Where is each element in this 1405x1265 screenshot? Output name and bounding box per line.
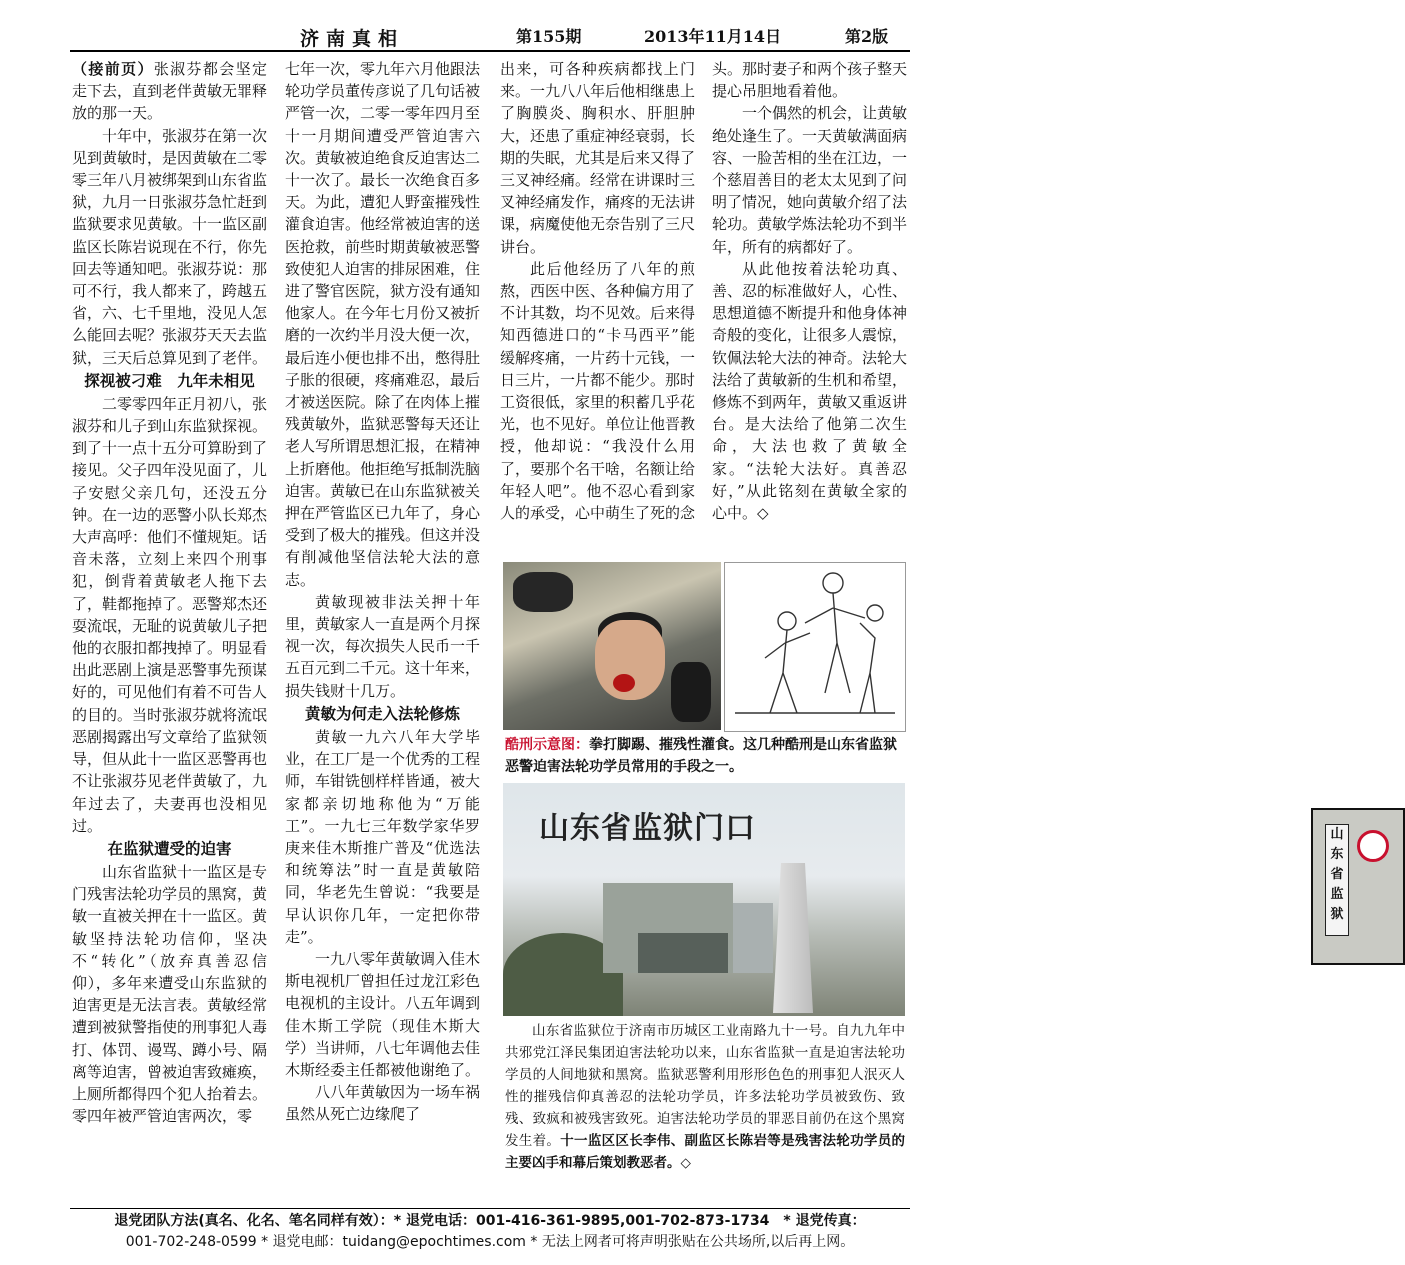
page-number: 第2版 — [845, 27, 889, 46]
section-heading: 在监狱遭受的迫害 — [107, 839, 232, 858]
paragraph: 从此他按着法轮功真、善、忍的标准做好人，心性、思想道德不断提升和他身体神奇般的变化，让很多人震惊，钦佩法轮大法的神奇。法轮大法给了黄敏新的生机和希望，修炼不到两年，黄敏又重返讲台。是大法给了他第二次生命，大法也救了黄敏全家。“法轮大法好。真善忍好，”从此铭刻在黄敏全家的心中。◇ — [712, 259, 908, 523]
article-column-2 — [285, 58, 480, 1126]
torture-sketch-illustration — [724, 562, 906, 732]
paragraph: 一个偶然的机会，让黄敏绝处逢生了。一天黄敏满面病容、一脸苦相的坐在江边，一个慈眉善目的老太太见到了问明了情况，她向黄敏介绍了法轮功。黄敏学炼法轮功不到半年，所有的病都好了。 — [712, 104, 908, 256]
photo-title: 山东省监狱门口 — [539, 811, 756, 846]
caption-label: 酷刑示意图： — [505, 737, 589, 753]
figure-caption-torture: 酷刑示意图：拳打脚踢、摧残性灌食。这几种酷刑是山东省监狱恶警迫害法轮功学员常用的手段之一。 — [505, 737, 897, 775]
torture-photo — [503, 562, 721, 730]
footer-contact — [70, 1208, 910, 1253]
paragraph: 出来，可各种疾病都找上门来。一九八八年后他相继患上了胸膜炎、胸积水、肝胆肿大，还患了重症神经衰弱，长期的失眠，尤其是后来又得了三叉神经痛。经常在讲课时三叉神经痛发作，痛疼的无法讲课，病魔使他无奈告别了三尺讲台。 — [500, 60, 696, 256]
paragraph: （接前页）张淑芬都会坚定走下去，直到老伴黄敏无罪释放的那一天。 — [72, 60, 268, 123]
paragraph: 一九八零年黄敏调入佳木斯电视机厂曾担任过龙江彩色电视机的主设计。八五年调到佳木斯工学院（现佳木斯大学）当讲师，八七年调他去佳木斯经委主任都被他谢绝了。 — [285, 949, 481, 1079]
footer-line-2: 001-702-248-0599 * 退党电邮：tuidang@epochtimes.com * 无法上网者可将声明张贴在公共场所,以后再上网。 — [125, 1234, 855, 1250]
prison-sign: 山东省监狱 — [1325, 824, 1349, 936]
continued-marker: （接前页） — [72, 60, 154, 78]
paragraph: 二零零四年正月初八，张淑芬和儿子到山东监狱探视。到了十一点十五分可算盼到了接见。父子四年没见面了，儿子安慰父亲几句，还没五分钟。在一边的恶警小队长郑杰大声高呼：他们不懂规矩。话音未落，立刻上来四个刑事犯，倒背着黄敏老人拖下去了，鞋都拖掉了。恶警郑杰还耍流氓，无耻的说黄敏儿子把他的衣服扣都拽掉了。明显看出此恶剧上演是恶警事先预谋好的，可见他们有着不可告人的目的。当时张淑芬就将流氓恶剧揭露出写文章给了监狱领导，但从此十一监区恶警再也不让张淑芬见老伴黄敏了，九年过去了，夫妻再也没相见过。 — [72, 394, 268, 835]
article-column-1 — [72, 58, 267, 1127]
issue-number: 第155期 — [516, 27, 582, 46]
newspaper-title: 济南真相 — [300, 28, 405, 50]
prison-gate-photo — [503, 783, 1344, 1016]
paragraph: 此后他经历了八年的煎熬，西医中医、各种偏方用了不计其数，均不见效。后来得知西德进口的“卡马西平”能缓解疼痛，一片药十元钱，一日三片，一片都不能少。那时工资很低，家里的积蓄几乎花光，也不见好。单位让他晋教授，他却说：“我没什么用了，要那个名干啥，名额让给年轻人吧”。他不忍心看到家人的承受，心中萌生了死的念 — [500, 259, 696, 523]
paragraph: 山东省监狱十一监区是专门残害法轮功学员的黑窝，黄敏一直被关押在十一监区。黄敏坚持法轮功信仰，坚决不“转化”（放弃真善忍信仰），多年来遭受山东监狱的迫害更是无法言表。黄敏经常遭到被狱警指使的刑事犯人毒打、体罚、谩骂、蹲小号、隔离等迫害，曾被迫害致瘫痪，上厕所都得四个犯人抬着去。零四年被严管迫害两次，零 — [72, 862, 268, 1126]
section-heading: 黄敏为何走入法轮修炼 — [304, 704, 460, 723]
paragraph: 十年中，张淑芬在第一次见到黄敏时，是因黄敏在二零零三年八月被绑架到山东省监狱，九月一日张淑芬急忙赶到监狱要求见黄敏。十一监区副监区长陈岩说现在不行，你先回去等通知吧。张淑芬说：那可不行，我人都来了，跨越五省，六、七千里地，没见人怎么能回去呢？张淑芬天天去监狱，三天后总算见到了老伴。 — [72, 126, 268, 367]
footer-line-1: 退党团队方法(真名、化名、笔名同样有效）：* 退党电话：001-416-361-9895,001-702-873-1734 * 退党传真： — [114, 1213, 866, 1229]
paragraph: 头。那时妻子和两个孩子整天提心吊胆地看着他。 — [712, 60, 908, 101]
paragraph: 黄敏一九六八年大学毕业，在工厂是一个优秀的工程师，车钳铣刨样样皆通，被大家都亲切地称他为“万能工”。一九七三年数学家华罗庚来佳木斯推广普及“优选法和统筹法”时一直是黄敏陪同，华老先生曾说：“我要是早认识你几年，一定把你带走”。 — [285, 727, 481, 946]
paragraph: 七年一次，零九年六月他跟法轮功学员董传彦说了几句话被严管一次，二零一零年四月至十一月期间遭受严管迫害六次。黄敏被迫绝食反迫害达二十一次了。最长一次绝食百多天。为此，遭犯人野蛮摧残性灌食迫害。他经常被迫害的送医抢救，前些时期黄敏被恶警致使犯人迫害的排尿困难，住进了警官医院，狱方没有通知他家人。在今年七月份又被折磨的一次约半月没大便一次，最后连小便也排不出，憋得肚子胀的很硬，疼痛难忍，最后才被送医院。除了在肉体上摧残黄敏外，监狱恶警每天还让老人写所谓思想汇报，在精神上折磨他。他拒绝写抵制洗脑迫害。黄敏已在山东监狱被关押在严管监区已九年了，身心受到了极大的摧残。但这并没有削减他坚信法轮大法的意志。 — [285, 60, 481, 589]
section-heading: 探视被刁难 九年未相见 — [84, 371, 255, 390]
figure-caption-prison: 山东省监狱位于济南市历城区工业南路九十一号。自九九年中共邪党江泽民集团迫害法轮功以来，山东省监狱一直是迫害法轮功学员的人间地狱和黑窝。监狱恶警利用形形色色的刑事犯人泯灭人性的摧残信仰真善忍的法轮功学员，许多法轮功学员被致伤、致残、致疯和被残害致死。迫害法轮功学员的罪恶目前仍在这个黑窝发生着。十一监区区长李伟、副监区长陈岩等是残害法轮功学员的主要凶手和幕后策划教恶者。◇ — [505, 1023, 906, 1171]
no-entry-sign-icon — [1357, 830, 1389, 862]
issue-date: 2013年11月14日 — [644, 27, 782, 46]
masthead — [70, 22, 910, 52]
paragraph: 黄敏现被非法关押十年里，黄敏家人一直是两个月探视一次，每次损失人民币一千五百元到二千元。这十年来，损失钱财十几万。 — [285, 592, 481, 700]
article-column-3 — [500, 58, 695, 524]
article-column-4 — [712, 58, 907, 524]
prison-sign-inset — [1311, 808, 1405, 965]
paragraph: 八八年黄敏因为一场车祸虽然从死亡边缘爬了 — [285, 1083, 481, 1124]
